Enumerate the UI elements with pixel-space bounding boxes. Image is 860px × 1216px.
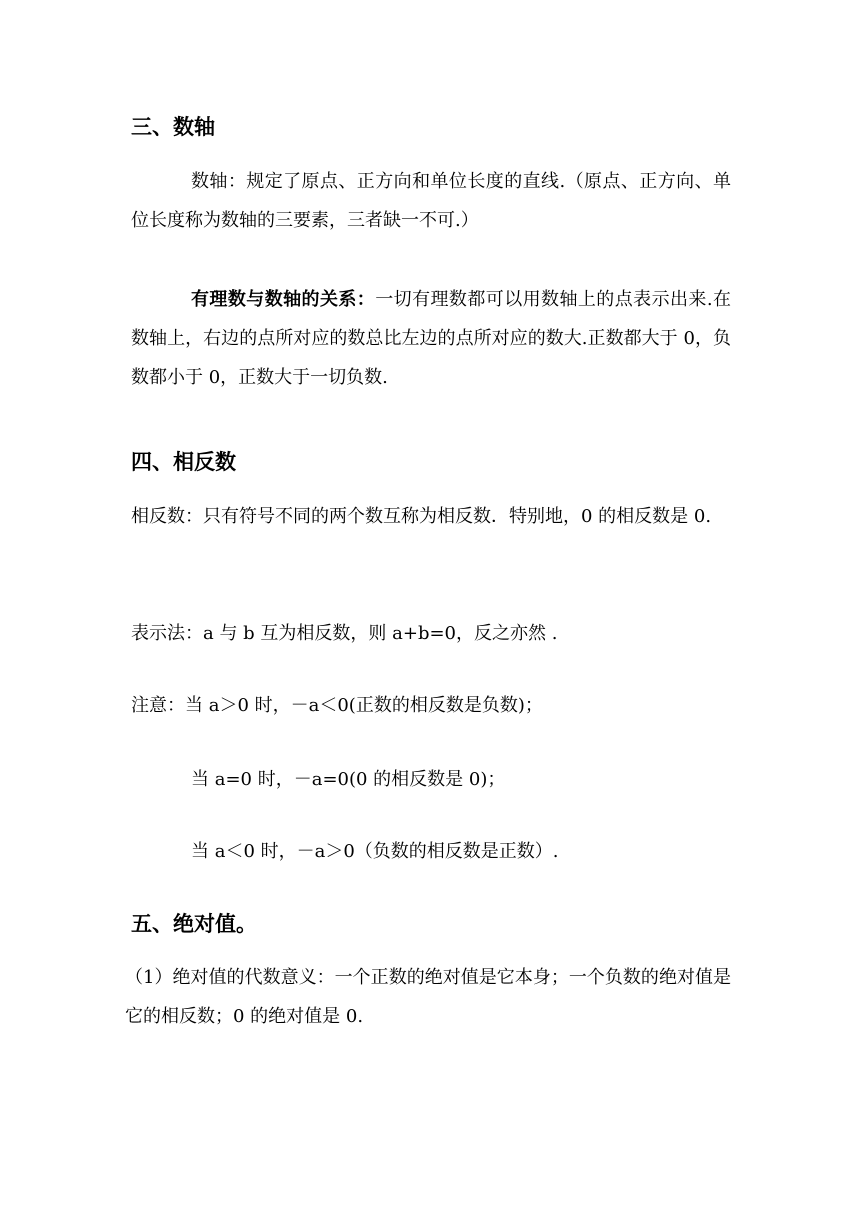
number-line-definition: 数轴：规定了原点、正方向和单位长度的直线.（原点、正方向、单位长度称为数轴的三要素，三者缺一不可.） — [131, 171, 731, 231]
opposite-number-definition: 相反数：只有符号不同的两个数互称为相反数．特别地，0 的相反数是 0. — [131, 506, 712, 527]
relation-label: 有理数与数轴的关系： — [191, 289, 376, 310]
absolute-value-algebraic-meaning: （1）绝对值的代数意义：一个正数的绝对值是它本身；一个负数的绝对值是它的相反数；0 的绝对值是 0. — [125, 967, 731, 1027]
opposite-note-positive: 注意：当 a＞0 时，－a＜0(正数的相反数是负数)； — [131, 695, 543, 716]
opposite-note-negative: 当 a＜0 时，－a＞0（负数的相反数是正数）. — [191, 841, 559, 862]
section-heading-number-line: 三、数轴 — [131, 115, 215, 139]
relation-text: 一切有理数都可以用数轴上的点表示出来.在数轴上，右边的点所对应的数总比左边的点所对应的数大.正数都大于 0，负数都小于 0，正数大于一切负数. — [131, 289, 731, 388]
opposite-notation: 表示法：a 与 b 互为相反数，则 a+b=0，反之亦然 . — [131, 623, 558, 644]
section-heading-absolute-value: 五、绝对值。 — [131, 912, 257, 936]
section-heading-opposite-numbers: 四、相反数 — [131, 450, 236, 474]
opposite-note-zero: 当 a=0 时，－a=0(0 的相反数是 0)； — [191, 769, 506, 790]
rational-number-line-relation — [131, 280, 731, 397]
